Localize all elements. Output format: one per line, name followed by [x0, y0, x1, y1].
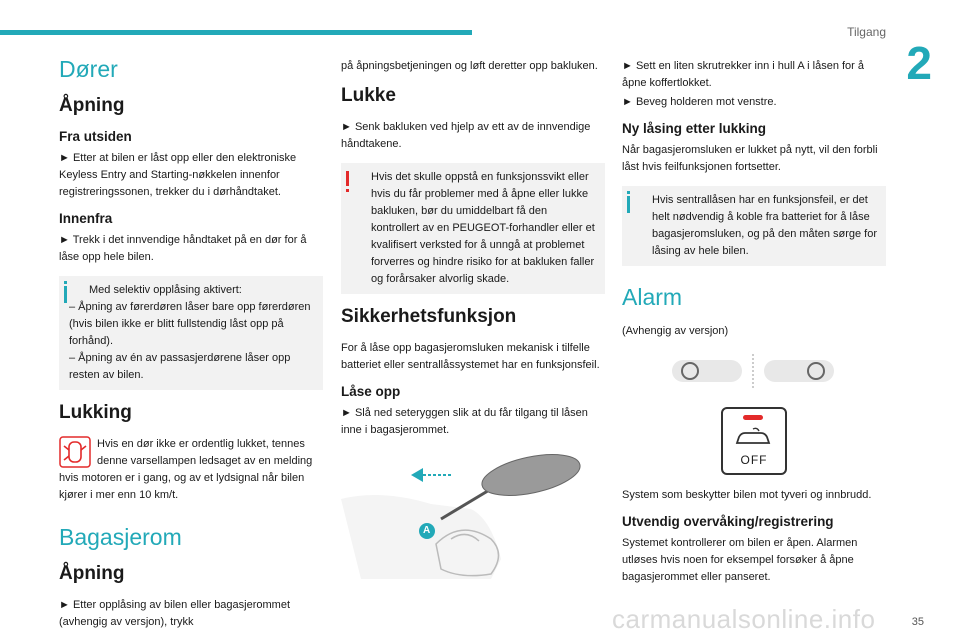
- heading-safety: Sikkerhetsfunksjon: [341, 306, 517, 327]
- para-exterior-monitoring: Systemet kontrollerer om bilen er åpen. Alarmen utløses hvis noen for eksempel forsøker å åpne bagasjerommet eller panseret.: [622, 537, 858, 583]
- para-relock: Når bagasjeromsluken er lukket på nytt, vil den forbli låst hvis feilfunksjonen fortsetter.: [622, 144, 878, 173]
- info-box-central-lock: [622, 186, 886, 266]
- info-line-2: – Åpning av førerdøren låser bare opp førerdøren (hvis bilen ikke er blitt fullstendig låst opp på forhånd).: [69, 301, 311, 347]
- para-inside: ► Trekk i det innvendige håndtaket på en dør for å låse opp hele bilen.: [59, 234, 307, 263]
- para-safety: For å låse opp bagasjeromsluken mekanisk i tilfelle batteriet eller sentrallåssystemet har en funksjonsfeil.: [341, 342, 600, 371]
- heading-exterior-monitoring: Utvendig overvåking/registrering: [622, 514, 834, 529]
- heading-close: Lukke: [341, 85, 396, 106]
- heading-relock: Ny låsing etter lukking: [622, 121, 767, 136]
- section-title-alarm: Alarm: [622, 284, 683, 310]
- warning-icon: [346, 171, 349, 186]
- warning-box-tailgate: [341, 163, 605, 294]
- para-close: ► Senk bakluken ved hjelp av ett av de innvendige håndtakene.: [341, 121, 591, 150]
- chapter-number: 2: [906, 37, 932, 89]
- closing-block: [59, 436, 323, 504]
- para-opening-boot: ► Etter opplåsing av bilen eller bagasjerommet (avhengig av versjon), trykk: [59, 599, 291, 628]
- alarm-button-label: OFF: [740, 453, 768, 467]
- column-1: [59, 50, 323, 641]
- heading-from-inside: Innenfra: [59, 211, 113, 226]
- heading-opening: Åpning: [59, 95, 125, 116]
- para-version: (Avhengig av versjon): [622, 325, 729, 337]
- info-icon: [627, 196, 630, 213]
- column-3: [622, 58, 886, 596]
- boot-lock-illustration: [341, 449, 605, 579]
- info-box-selective: [59, 276, 323, 390]
- column-2: [341, 58, 605, 579]
- alarm-led-indicator: [743, 415, 763, 420]
- figure-label-A: A: [423, 525, 431, 536]
- watermark: carmanualsonline.info: [612, 604, 876, 634]
- section-title-doors: Dører: [59, 56, 118, 82]
- steering-wheel-variants-icon: [622, 350, 886, 394]
- para-system: System som beskytter bilen mot tyveri og innbrudd.: [622, 489, 872, 501]
- door-open-warning-lamp-icon: [59, 436, 91, 468]
- info-central-lock-text: Hvis sentrallåsen har en funksjonsfeil, er det helt nødvendig å koble fra batteriet for å låse bagasjeromsluken, og på den måten sørge for låsing av hele bilen.: [652, 194, 878, 257]
- warning-text: Hvis det skulle oppstå en funksjonssvikt eller hvis du får problemer med å åpne eller lukke bakluken, bør du umiddelbart få den kontrollert av en PEUGEOT-forhandler eller et kvalifisert verksted for å unngå at problemet forverres og hindre risiko for at bakluken faller og forårsaker alvorlig skade.: [371, 171, 595, 285]
- para-closing: Hvis en dør ikke er ordentlig lukket, tennes denne varsellampen ledsaget av en melding hvis motoren er i gang, og av et lydsignal når bilen kjører i mer enn 10 km/t.: [59, 438, 313, 501]
- info-line-1: Med selektiv opplåsing aktivert:: [89, 284, 242, 296]
- info-icon: [64, 286, 67, 303]
- header-title: Tilgang: [847, 25, 886, 39]
- info-line-3: – Åpning av én av passasjerdørene låser opp resten av bilen.: [69, 352, 291, 381]
- para-screwdriver: ► Sett en liten skrutrekker inn i hull A i låsen for å åpne koffertlokket.: [622, 60, 865, 89]
- header-accent-bar: [0, 30, 472, 35]
- heading-from-outside: Fra utsiden: [59, 129, 132, 144]
- alarm-off-button: [721, 407, 787, 475]
- para-continued: på åpningsbetjeningen og løft deretter opp bakluken.: [341, 60, 598, 72]
- screwdriver-lock-diagram: [341, 449, 605, 579]
- para-outside: ► Etter at bilen er låst opp eller den elektroniske Keyless Entry and Starting-nøkkelen innenfor registreringssonen, trekker du i dørhåndtaket.: [59, 152, 297, 198]
- heading-closing: Lukking: [59, 402, 132, 423]
- heading-unlock: Låse opp: [341, 384, 401, 399]
- para-move-holder: ► Beveg holderen mot venstre.: [622, 96, 777, 108]
- page-number: 35: [911, 616, 924, 628]
- section-title-boot: Bagasjerom: [59, 524, 182, 550]
- heading-opening-boot: Åpning: [59, 563, 125, 584]
- car-alarm-icon: [733, 427, 773, 447]
- para-unlock: ► Slå ned seteryggen slik at du får tilgang til låsen inne i bagasjerommet.: [341, 407, 588, 436]
